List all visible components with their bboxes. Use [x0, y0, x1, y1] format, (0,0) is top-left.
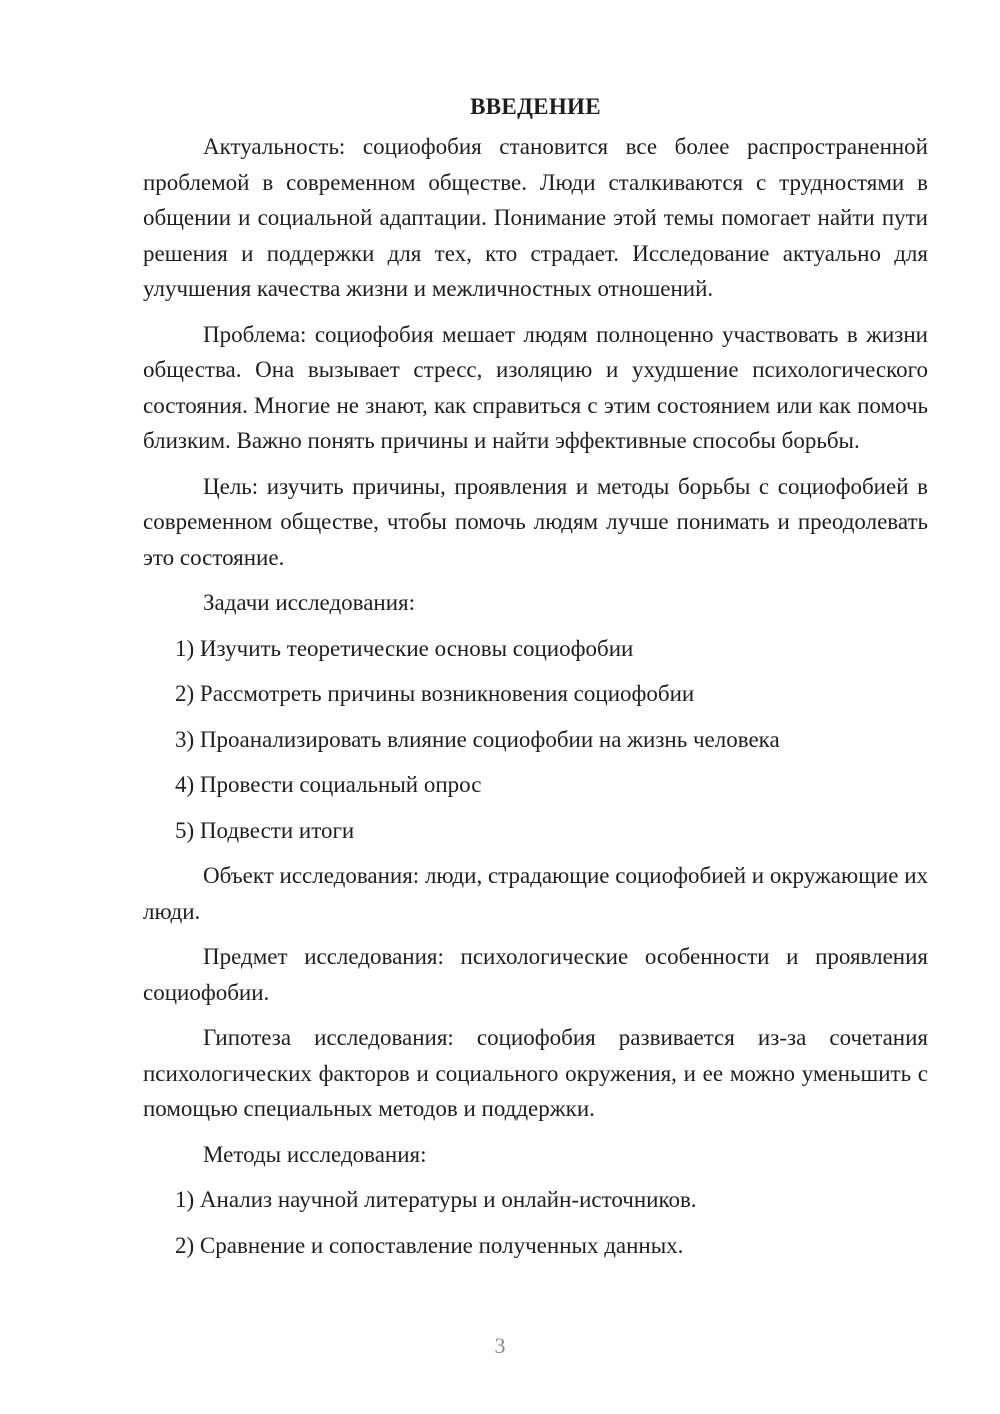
document-page: [143, 92, 928, 1273]
task-item: 1) Изучить теоретические основы социофобии: [175, 635, 634, 661]
tasks-list: [143, 631, 928, 849]
task-item: 4) Провести социальный опрос: [175, 772, 482, 797]
methods-list: [143, 1182, 928, 1263]
section-title: ВВЕДЕНИЕ: [470, 94, 601, 119]
task-item: 3) Проанализировать влияние социофобии на жизнь человека: [175, 726, 780, 752]
methods-label: Методы исследования:: [203, 1141, 427, 1167]
page-number: 3: [494, 1333, 506, 1358]
method-item: 2) Сравнение и сопоставление полученных данных.: [175, 1232, 684, 1258]
relevance-paragraph: Актуальность: социофобия становится все более распространенной проблемой в современном обществе. Люди сталкиваются с трудностями в общении и социальной адаптации. Понимание этой темы помогает найти пути решения и поддержки для тех, кто страдает. Исследование актуально для улучшения качества жизни и межличностных отношений.: [143, 134, 928, 301]
method-item: 1) Анализ научной литературы и онлайн-источников.: [175, 1187, 697, 1212]
subject-paragraph: Предмет исследования: психологические особенности и проявления социофобии.: [143, 944, 928, 1005]
tasks-label: Задачи исследования:: [203, 590, 416, 615]
task-item: 5) Подвести итоги: [175, 817, 355, 843]
task-item: 2) Рассмотреть причины возникновения социофобии: [175, 681, 695, 706]
object-paragraph: Объект исследования: люди, страдающие социофобией и окружающие их люди.: [143, 863, 928, 924]
goal-paragraph: Цель: изучить причины, проявления и методы борьбы с социофобией в современном обществе, чтобы помочь людям лучше понимать и преодолевать это состояние.: [143, 473, 928, 570]
problem-paragraph: Проблема: социофобия мешает людям полноценно участвовать в жизни общества. Она вызывает стресс, изоляцию и ухудшение психологического состояния. Многие не знают, как справиться с этим состоянием или как помочь близким. Важно понять причины и найти эффективные способы борьбы.: [143, 321, 928, 453]
hypothesis-paragraph: Гипотеза исследования: социофобия развивается из-за сочетания психологических факторов и социального окружения, и ее можно уменьшить с помощью специальных методов и поддержки.: [143, 1025, 928, 1121]
